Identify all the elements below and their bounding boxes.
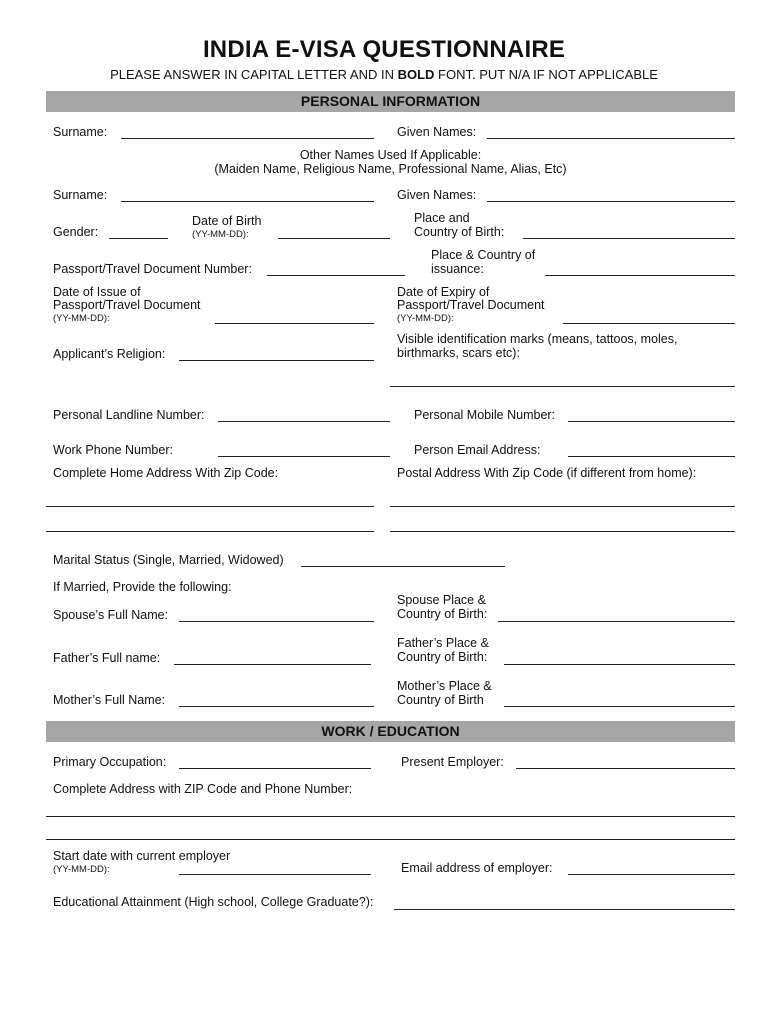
dob-field[interactable] — [278, 238, 390, 239]
given-names-label: Given Names: — [397, 125, 477, 139]
other-given-names-label: Given Names: — [397, 188, 477, 202]
pob-label-line1: Place and — [414, 211, 470, 225]
surname-label: Surname: — [53, 125, 108, 139]
marks-field[interactable] — [390, 386, 735, 387]
expiry-date-field[interactable] — [563, 323, 735, 324]
occupation-field[interactable] — [179, 768, 371, 769]
other-names-subheading: (Maiden Name, Religious Name, Professional Name, Alias, Etc) — [214, 162, 567, 176]
issuance-field[interactable] — [545, 275, 735, 276]
mobile-label: Personal Mobile Number: — [414, 408, 556, 422]
religion-label: Applicant’s Religion: — [53, 347, 166, 361]
start-date-label: Start date with current employer — [53, 849, 231, 863]
issue-date-label-line2: Passport/Travel Document — [53, 298, 201, 312]
surname-field[interactable] — [121, 138, 374, 139]
landline-label: Personal Landline Number: — [53, 408, 205, 422]
other-given-names-field[interactable] — [487, 201, 735, 202]
gender-field[interactable] — [109, 238, 168, 239]
issuance-label-line2: issuance: — [431, 262, 484, 276]
issue-date-label-line1: Date of Issue of — [53, 285, 141, 299]
expiry-date-format: (YY-MM-DD): — [397, 313, 454, 324]
dob-format: (YY-MM-DD): — [192, 229, 249, 240]
mother-pob-label-line1: Mother’s Place & — [397, 679, 492, 693]
spouse-pob-label-line2: Country of Birth: — [397, 607, 488, 621]
employer-email-label: Email address of employer: — [401, 861, 553, 875]
mother-pob-label-line2: Country of Birth — [397, 693, 484, 707]
section-header-personal: PERSONAL INFORMATION — [46, 91, 735, 112]
father-name-field[interactable] — [174, 664, 371, 665]
given-names-field[interactable] — [487, 138, 735, 139]
spouse-name-label: Spouse’s Full Name: — [53, 608, 169, 622]
religion-field[interactable] — [179, 360, 374, 361]
work-address-field-line2[interactable] — [46, 839, 735, 840]
other-surname-label: Surname: — [53, 188, 108, 202]
occupation-label: Primary Occupation: — [53, 755, 167, 769]
marital-status-field[interactable] — [301, 566, 505, 567]
employer-email-field[interactable] — [568, 874, 735, 875]
spouse-pob-field[interactable] — [498, 621, 735, 622]
mother-name-field[interactable] — [179, 706, 374, 707]
father-pob-label-line1: Father’s Place & — [397, 636, 489, 650]
if-married-label: If Married, Provide the following: — [53, 580, 232, 594]
work-phone-label: Work Phone Number: — [53, 443, 173, 457]
landline-field[interactable] — [218, 421, 390, 422]
passport-number-label: Passport/Travel Document Number: — [53, 262, 252, 276]
marks-label-line1: Visible identification marks (means, tattoos, moles, — [397, 332, 678, 346]
pob-field[interactable] — [523, 238, 735, 239]
spouse-pob-label-line1: Spouse Place & — [397, 593, 486, 607]
employer-label: Present Employer: — [401, 755, 504, 769]
education-field[interactable] — [394, 909, 735, 910]
postal-address-label: Postal Address With Zip Code (if different from home): — [397, 466, 697, 480]
passport-number-field[interactable] — [267, 275, 405, 276]
issuance-label-line1: Place & Country of — [431, 248, 536, 262]
postal-address-field-line1[interactable] — [390, 506, 735, 507]
postal-address-field-line2[interactable] — [390, 531, 735, 532]
mother-pob-field[interactable] — [504, 706, 735, 707]
home-address-label: Complete Home Address With Zip Code: — [53, 466, 279, 480]
marks-label-line2: birthmarks, scars etc): — [397, 346, 520, 360]
section-header-work: WORK / EDUCATION — [46, 721, 735, 742]
issue-date-format: (YY-MM-DD): — [53, 313, 110, 324]
instructions: PLEASE ANSWER IN CAPITAL LETTER AND IN BOLD FONT. PUT N/A IF NOT APPLICABLE — [110, 67, 658, 82]
work-address-field-line1[interactable] — [46, 816, 735, 817]
father-pob-label-line2: Country of Birth: — [397, 650, 488, 664]
father-pob-field[interactable] — [504, 664, 735, 665]
work-phone-field[interactable] — [218, 456, 390, 457]
issue-date-field[interactable] — [215, 323, 374, 324]
father-name-label: Father’s Full name: — [53, 651, 161, 665]
marital-status-label: Marital Status (Single, Married, Widowed) — [53, 553, 284, 567]
education-label: Educational Attainment (High school, College Graduate?): — [53, 895, 374, 909]
spouse-name-field[interactable] — [179, 621, 374, 622]
expiry-date-label-line2: Passport/Travel Document — [397, 298, 545, 312]
dob-label: Date of Birth — [192, 214, 262, 228]
mobile-field[interactable] — [568, 421, 735, 422]
other-surname-field[interactable] — [121, 201, 374, 202]
gender-label: Gender: — [53, 225, 99, 239]
home-address-field-line1[interactable] — [46, 506, 374, 507]
page-title: INDIA E-VISA QUESTIONNAIRE — [202, 36, 566, 63]
other-names-heading: Other Names Used If Applicable: — [299, 148, 482, 162]
employer-field[interactable] — [516, 768, 735, 769]
email-field[interactable] — [568, 456, 735, 457]
mother-name-label: Mother’s Full Name: — [53, 693, 166, 707]
work-address-label: Complete Address with ZIP Code and Phone Number: — [53, 782, 353, 796]
start-date-format: (YY-MM-DD): — [53, 864, 110, 875]
expiry-date-label-line1: Date of Expiry of — [397, 285, 490, 299]
pob-label-line2: Country of Birth: — [414, 225, 505, 239]
start-date-field[interactable] — [179, 874, 371, 875]
email-label: Person Email Address: — [414, 443, 541, 457]
home-address-field-line2[interactable] — [46, 531, 374, 532]
